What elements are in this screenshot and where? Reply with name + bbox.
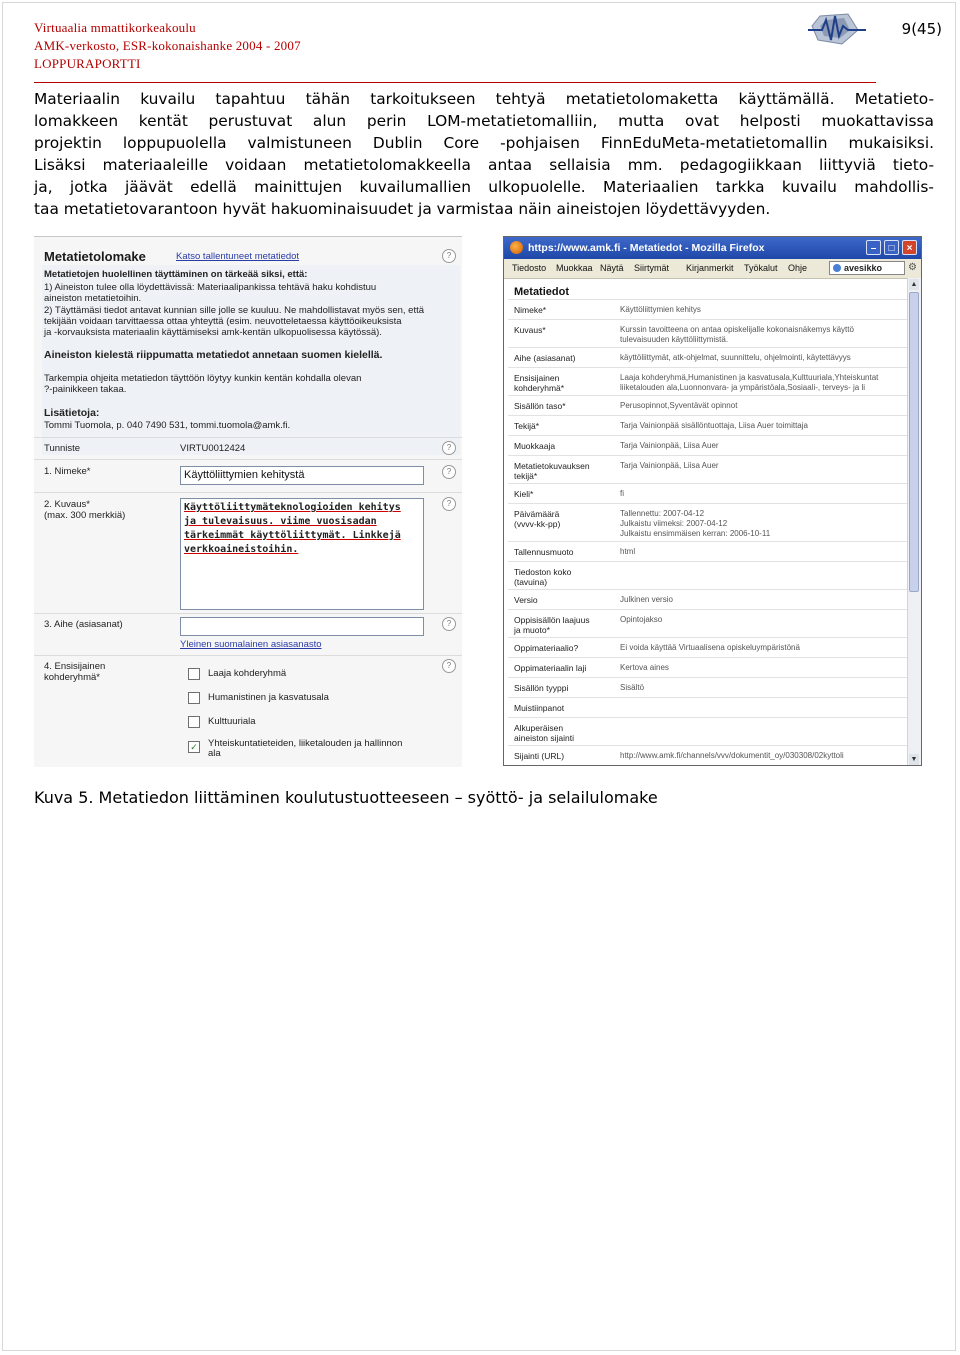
gear-icon[interactable]: ⚙ (908, 262, 917, 273)
description-label: 2. Kuvaus* (44, 499, 90, 510)
menu-item-bookmarks[interactable]: Kirjanmerkit (686, 263, 734, 273)
window-titlebar (504, 237, 921, 259)
metadata-label: Tekijä* (514, 421, 540, 431)
metadata-value: Opintojakso (620, 615, 663, 624)
divider (34, 492, 462, 493)
metadata-row (508, 609, 908, 638)
search-input[interactable] (829, 261, 905, 275)
metadata-row (508, 503, 908, 542)
description-textarea[interactable] (180, 498, 424, 610)
metadata-value: käyttöliittymät, atk-ohjelmat, suunnittelu, ohjelmointi, käytettävyys (620, 353, 851, 362)
help-icon[interactable]: ? (442, 659, 456, 673)
metadata-value: Käyttöliittymien kehitys (620, 305, 701, 314)
metadata-value: Tarja Vainionpää, Liisa Auer (620, 441, 719, 450)
info-heading: Metatietojen huolellinen täyttäminen on tärkeää siksi, että: (44, 269, 308, 280)
paragraph-line: lomakkeen kentät perustuvat alun perin LOM-metatietomalliin, mutta ovat helposti muokattavissa (34, 112, 934, 130)
divider (34, 613, 462, 614)
metadata-row (508, 745, 908, 766)
description-line: Käyttöliittymäteknologioiden kehitys (184, 502, 401, 513)
close-button[interactable]: × (902, 240, 917, 255)
paragraph-line: taa metatietovarantoon hyvät hakuominaisuudet ja varmistaa näin aineistojen löydettävyyden. (34, 200, 771, 218)
audience-checkbox-checked[interactable]: ✓ (188, 741, 200, 753)
metadata-row (508, 367, 908, 396)
metadata-value: Laaja kohderyhmä,Humanistinen ja kasvatusala,Kulttuuriala,Yhteiskuntat (620, 373, 879, 382)
metadata-label: Kuvaus* (514, 325, 546, 335)
metadata-label: ja muoto* (514, 625, 550, 635)
minimize-button[interactable]: – (866, 240, 881, 255)
metadata-value: Tallennettu: 2007-04-12 (620, 509, 705, 518)
page-number: 9(45) (901, 20, 942, 38)
metadata-row (508, 717, 908, 746)
description-line: verkkoaineistoihin. (184, 544, 299, 555)
scrollbar[interactable] (907, 278, 921, 766)
paragraph-line: ja, jotka jäävät edellä mainittujen kuvailumallien ulkopuolelle. Materiaalien tarkka kuvailu mahdollis- (34, 178, 934, 196)
metadata-row (508, 347, 908, 368)
divider (34, 655, 462, 656)
scroll-thumb[interactable] (909, 292, 919, 592)
contact-text: Tommi Tuomola, p. 040 7490 531, tommi.tuomola@amk.fi. (44, 420, 291, 431)
subject-input[interactable] (180, 617, 424, 636)
metadata-row (508, 395, 908, 416)
metadata-value: Tarja Vainionpää sisällöntuottaja, Liisa Auer toimittaja (620, 421, 808, 430)
subject-label: 3. Aihe (asiasanat) (44, 619, 123, 630)
help-icon[interactable]: ? (442, 249, 456, 263)
metadata-value: Julkaistu viimeksi: 2007-04-12 (620, 519, 728, 528)
menu-item-view[interactable]: Näytä (600, 263, 624, 273)
audience-option-label: ala (208, 748, 221, 759)
description-line: tärkeimmät käyttöliittymät. Linkkejä (184, 530, 401, 541)
metadata-row (508, 637, 908, 658)
metadata-label: Oppimateriaalio? (514, 643, 579, 653)
metadata-row (508, 677, 908, 698)
header-report-type: LOPPURAPORTTI (34, 56, 141, 71)
title-input[interactable]: Käyttöliittymien kehitystä (180, 466, 424, 485)
metadata-row (508, 299, 908, 320)
info-text: ja -korvauksista materiaalin käyttämiseksi amk-kentän ulkopuolisessa käytössä). (44, 327, 382, 338)
metadata-row (508, 541, 908, 562)
metadata-label: Muistiinpanot (514, 703, 565, 713)
body-paragraph (34, 88, 934, 220)
metadata-label: Tiedoston koko (514, 567, 572, 577)
firefox-icon (510, 241, 523, 254)
metadata-label: Kieli* (514, 489, 534, 499)
header-project: AMK-verkosto, ESR-kokonaishanke 2004 - 2007 (34, 38, 301, 53)
metadata-value: Kertova aines (620, 663, 669, 672)
help-icon[interactable]: ? (442, 441, 456, 455)
menu-item-edit[interactable]: Muokkaa (556, 263, 593, 273)
metadata-value: html (620, 547, 636, 556)
header-rule (34, 82, 876, 83)
audience-label: 4. Ensisijainen (44, 661, 106, 672)
paragraph-line: Lisäksi materiaaleille voidaan metatietolomakkeella antaa sellaisia mm. pedagogiikkaan liittyviä tieto- (34, 156, 934, 174)
help-icon[interactable]: ? (442, 465, 456, 479)
guide-text: ?-painikkeen takaa. (44, 384, 127, 395)
metadata-value: Sisältö (620, 683, 645, 692)
metadata-row (508, 697, 908, 718)
metadata-label: Sisällön taso* (514, 401, 566, 411)
info-text: 2) Täyttämäsi tiedot antavat kunnian sille jolle se kuuluu. Ne mahdollistavat myös sen, että (44, 305, 425, 316)
audience-option-label: Laaja kohderyhmä (208, 668, 287, 679)
metadata-value: Ei voida käyttää Virtuaalisena opiskeluympäristönä (620, 643, 800, 652)
metadata-value: Tarja Vainionpää, Liisa Auer (620, 461, 719, 470)
menu-item-go[interactable]: Siirtymät (634, 263, 670, 273)
contact-heading: Lisätietoja: (44, 407, 100, 419)
metadata-value: Kurssin tavoitteena on antaa opiskelijalle kokonaisnäkemys käyttö (620, 325, 854, 334)
thesaurus-link[interactable]: Yleinen suomalainen asiasanasto (180, 639, 322, 650)
metadata-input-form-screenshot (34, 236, 462, 767)
audience-option-label: Yhteiskuntatieteiden, liiketalouden ja hallinnon (208, 738, 403, 749)
divider (34, 459, 462, 460)
window-title: https://www.amk.fi - Metatiedot - Mozilla Firefox (528, 242, 765, 254)
metadata-value: Perusopinnot,Syventävät opinnot (620, 401, 738, 410)
menu-bar (504, 259, 921, 279)
audience-option-label: Humanistinen ja kasvatusala (208, 692, 329, 703)
metadata-label: Aihe (asiasanat) (514, 353, 576, 363)
metadata-label: Sijainti (URL) (514, 751, 565, 761)
metadata-row (508, 589, 908, 610)
guide-text: Tarkempia ohjeita metatiedon täyttöön löytyy kunkin kentän kohdalla olevan (44, 373, 362, 384)
metadata-label: Ensisijainen (514, 373, 560, 383)
metadata-label: Versio (514, 595, 538, 605)
metadata-value: tulevaisuuden käyttöliittymistä. (620, 335, 729, 344)
metadata-value: Julkinen versio (620, 595, 673, 604)
metadata-row (508, 319, 908, 348)
menu-item-help[interactable]: Ohje (788, 263, 808, 273)
metadata-row (508, 435, 908, 456)
metadata-value: http://www.amk.fi/channels/vvv/dokumentit_oy/030308/02kyttoli (620, 751, 844, 760)
scroll-down-icon[interactable]: ▼ (910, 756, 918, 763)
heartbeat-logo-icon (808, 12, 866, 46)
metadata-label: (tavuina) (514, 577, 548, 587)
search-value: avesikko (844, 263, 883, 273)
info-text: 1) Aineiston tulee olla löydettävissä: Materiaalipankissa tehtävä haku kohdistuu (44, 282, 377, 293)
metadata-label: kohderyhmä* (514, 383, 565, 393)
audience-checkbox[interactable] (188, 668, 200, 680)
audience-checkbox[interactable] (188, 716, 200, 728)
metadata-label: Muokkaaja (514, 441, 556, 451)
metadata-label: aineiston sijainti (514, 733, 575, 743)
metadata-value: fi (620, 489, 624, 498)
paragraph-line: projektin loppupuolella valmistuneen Dublin Core -pohjaisen FinnEduMeta-metatietomallin mukaisiksi. (34, 134, 934, 152)
audience-option-label: Kulttuuriala (208, 716, 256, 727)
form-title: Metatietolomake (44, 249, 146, 264)
identifier-value: VIRTU0012424 (180, 443, 246, 454)
help-icon[interactable]: ? (442, 617, 456, 631)
maximize-button[interactable]: □ (884, 240, 899, 255)
metadata-label: Päivämäärä (514, 509, 560, 519)
divider (34, 437, 462, 438)
saved-metadata-link[interactable]: Katso tallentuneet metatiedot (176, 251, 300, 262)
info-text: aineiston metatietoihin. (44, 293, 142, 304)
metadata-value: liiketalouden ala,Luonnonvara- ja ympäristöala,Sosiaali-, terveys- ja li (620, 383, 866, 392)
help-icon[interactable]: ? (442, 497, 456, 511)
paragraph-line: Materiaalin kuvailu tapahtuu tähän tarkoitukseen tehtyä metatietolomaketta käyttämällä. Metatieto- (34, 90, 934, 108)
metadata-label: tekijä* (514, 471, 538, 481)
metadata-label: Tallennusmuoto (514, 547, 574, 557)
menu-item-tools[interactable]: Työkalut (744, 263, 778, 273)
title-field-label: 1. Nimeke* (44, 466, 91, 477)
audience-label: kohderyhmä* (44, 672, 100, 683)
header-institution: Virtuaalia mmattikorkeakoulu (34, 20, 196, 35)
metadata-row (508, 415, 908, 436)
info-box (42, 265, 460, 455)
metadata-browser-screenshot (503, 236, 922, 766)
metadata-row (508, 455, 908, 484)
figure-caption: Kuva 5. Metatiedon liittäminen koulutustuotteeseen – syöttö- ja selailulomake (34, 788, 658, 807)
info-text: tekijään voidaan tarvittaessa ottaa yhteyttä (esim. neuvotteletaessa käyttöoikeuksista (44, 316, 402, 327)
metadata-row (508, 657, 908, 678)
description-label-hint: (max. 300 merkkiä) (44, 510, 126, 521)
metadata-label: Sisällön tyyppi (514, 683, 569, 693)
metadata-row (508, 483, 908, 504)
language-note: Aineiston kielestä riippumatta metatiedot annetaan suomen kielellä. (44, 349, 383, 361)
identifier-label: Tunniste (44, 443, 81, 454)
metadata-value: Julkaistu ensimmäisen kerran: 2006-10-11 (620, 529, 771, 538)
search-engine-icon (833, 264, 841, 272)
metadata-label: Oppimateriaalin laji (514, 663, 587, 673)
metadata-label: Nimeke* (514, 305, 547, 315)
metadata-label: (vvvv-kk-pp) (514, 519, 561, 529)
metadata-label: Alkuperäisen (514, 723, 564, 733)
scroll-up-icon[interactable]: ▲ (910, 281, 918, 288)
description-line: ja tulevaisuus. viime vuosisadan (184, 516, 377, 527)
menu-item-file[interactable]: Tiedosto (512, 263, 547, 273)
metadata-label: Oppisisällön laajuus (514, 615, 590, 625)
metadata-label: Metatietokuvauksen (514, 461, 590, 471)
metadata-row (508, 561, 908, 590)
audience-checkbox[interactable] (188, 692, 200, 704)
panel-title: Metatiedot (514, 286, 569, 298)
